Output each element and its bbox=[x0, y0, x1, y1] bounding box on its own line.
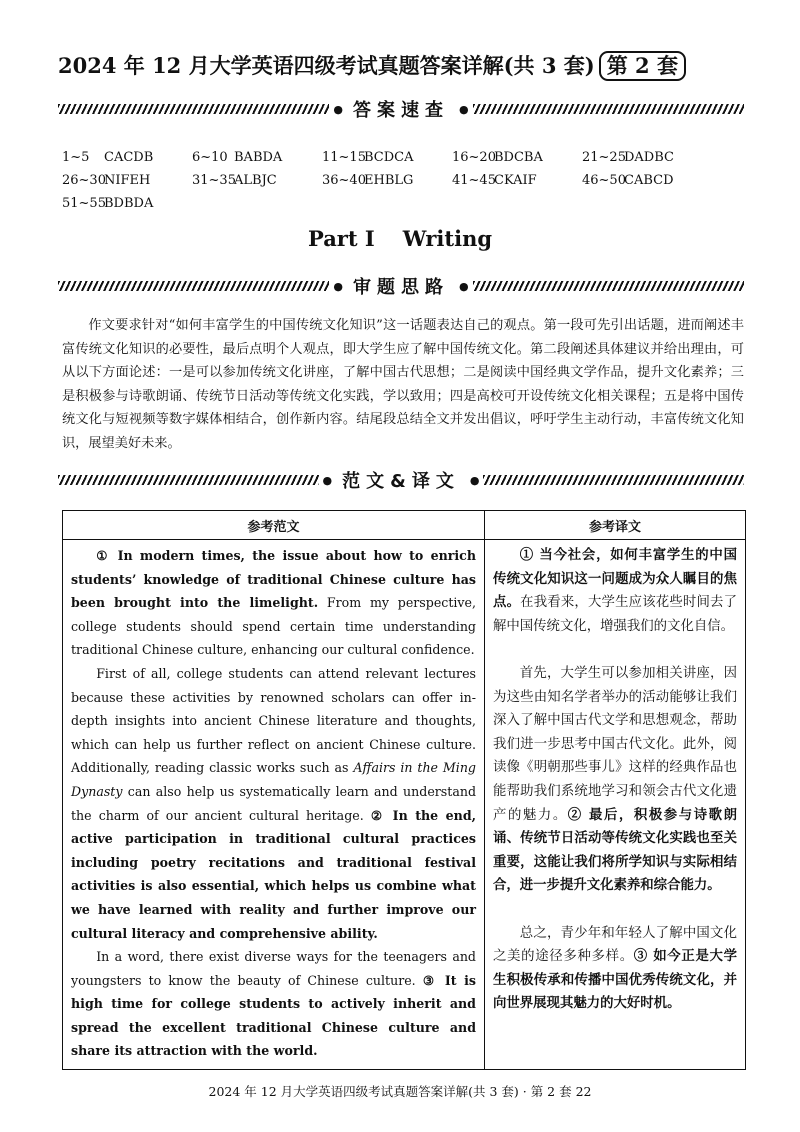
answer-cell: 11~15BCDCA bbox=[322, 150, 414, 165]
hatch-decoration bbox=[58, 281, 329, 291]
section-label-thinking: 审题思路 bbox=[353, 277, 449, 298]
hatch-decoration bbox=[473, 281, 744, 291]
answer-cell: 46~50CABCD bbox=[582, 173, 674, 188]
set-badge: 第 2 套 bbox=[599, 51, 686, 81]
section-bar-sample bbox=[58, 468, 744, 492]
answer-cell: 1~5 CACDB bbox=[62, 150, 154, 165]
title-text: 2024 年 12 月大学英语四级考试真题答案详解(共 3 套) bbox=[58, 53, 595, 78]
section-label-answers: 答案速查 bbox=[353, 100, 449, 121]
essay-paragraph: First of all, college students can attend relevant lectures because these activities by renowned scholars can offer in-depth insights into ancient Chinese literature and thoughts, which can help us further reflect on ancient Chinese culture. Additionally, reading classic works such as Affairs in the Ming Dynasty can also help us systematically learn and understand the charm of our ancient cultural heritage. ② In the end, active participation in traditional cultural practices including poetry recitations and traditional festival activities is also essential, which helps us combine what we have learned with reality and further improve our cultural literacy and comprehensive ability. bbox=[71, 665, 477, 941]
section-bar-thinking bbox=[58, 274, 744, 298]
answer-key bbox=[62, 146, 752, 215]
section-label-sample: 范文&译文 bbox=[342, 471, 460, 492]
bullet-icon: ● bbox=[333, 279, 343, 293]
answer-cell: 16~20BDCBA bbox=[452, 150, 543, 165]
translation-paragraph: ① 当今社会，如何丰富学生的中国传统文化知识这一问题成为众人瞩目的焦点。在我看来，大学生应该花些时间去了解中国传统文化，增强我们的文化自信。 bbox=[493, 547, 738, 634]
part-name: Writing bbox=[402, 226, 493, 251]
bullet-icon: ● bbox=[333, 102, 343, 116]
bullet-icon: ● bbox=[469, 473, 480, 487]
hatch-decoration bbox=[473, 104, 744, 114]
thinking-paragraph: 作文要求针对“如何丰富学生的中国传统文化知识”这一话题表达自己的观点。第一段可先引出话题，进而阐述丰富传统文化知识的必要性，最后点明个人观点，即大学生应了解中国传统文化。第二段阐述具体建议并给出理由，可从以下方面论述：一是可以参加传统文化讲座，了解中国古代思想；二是阅读中国经典文学作品，提升文化素养；三是积极参与诗歌朗诵、传统节日活动等传统文化实践，学以致用；四是高校可开设传统文化相关课程；五是将中国传统文化与短视频等数字媒体相结合，创作新内容。结尾段总结全文并发出倡议，呼吁学生主动行动，丰富传统文化知识，展望美好未来。 bbox=[62, 318, 744, 451]
table-body-row bbox=[63, 540, 746, 1070]
section-bar-answers bbox=[58, 97, 744, 121]
answer-cell: 31~35ALBJC bbox=[192, 173, 277, 188]
translation-paragraph: 总之，青少年和年轻人了解中国文化之美的途径多种多样。③ 如今正是大学生积极传承和传播中国优秀传统文化，并向世界展现其魅力的大好时机。 bbox=[493, 925, 737, 1012]
hatch-decoration bbox=[58, 104, 329, 114]
bullet-icon: ● bbox=[459, 102, 469, 116]
answer-cell: 21~25DADBC bbox=[582, 150, 674, 165]
translation-paragraph: 首先，大学生可以参加相关讲座，因为这些由知名学者举办的活动能够让我们深入了解中国古代文学和思想观念，帮助我们进一步思考中国古代文化。此外，阅读像《明朝那些事儿》这样的经典作品也能帮助我们系统地学习和领会古代文化遗产的魅力。② 最后，积极参与诗歌朗诵、传统节日活动等传统文化实践也至关重要，这能让我们将所学知识与实际相结合，进一步提升文化素养和综合能力。 bbox=[493, 665, 737, 894]
table-header-row bbox=[63, 511, 746, 540]
bullet-icon: ● bbox=[459, 279, 469, 293]
translation bbox=[485, 540, 746, 1070]
answer-row bbox=[62, 146, 752, 169]
answer-row bbox=[62, 192, 752, 215]
answer-cell: 51~55BDBDA bbox=[62, 196, 154, 211]
answer-cell: 26~30NIFEH bbox=[62, 173, 151, 188]
answer-cell: 36~40EHBLG bbox=[322, 173, 414, 188]
answer-row bbox=[62, 169, 752, 192]
hatch-decoration bbox=[58, 475, 319, 485]
answer-cell: 6~10 BABDA bbox=[192, 150, 283, 165]
page-footer: 2024 年 12 月大学英语四级考试真题答案详解(共 3 套) · 第 2 套 22 bbox=[208, 1084, 592, 1099]
essay-table bbox=[62, 510, 746, 1070]
answer-cell: 41~45CKAIF bbox=[452, 173, 537, 188]
essay-paragraph: ① In modern times, the issue about how to enrich students’ knowledge of traditional Chinese culture has been brought into the limelight. From my perspective, college students should spend certain time understanding traditional Chinese culture, enhancing our cultural confidence. bbox=[71, 548, 476, 658]
essay-paragraph: In a word, there exist diverse ways for the teenagers and youngsters to know the beauty of Chinese culture. ③ It is high time for college students to actively inherit and spread the excellent traditional Chinese culture and share its attraction with the world. bbox=[71, 949, 477, 1059]
page-title bbox=[58, 50, 758, 81]
column-header-essay: 参考范文 bbox=[63, 511, 485, 540]
part-heading bbox=[0, 226, 800, 251]
part-number: Part I bbox=[307, 226, 375, 251]
bullet-icon: ● bbox=[322, 473, 333, 487]
sample-essay bbox=[63, 540, 485, 1070]
column-header-translation: 参考译文 bbox=[485, 511, 746, 540]
hatch-decoration bbox=[483, 475, 744, 485]
